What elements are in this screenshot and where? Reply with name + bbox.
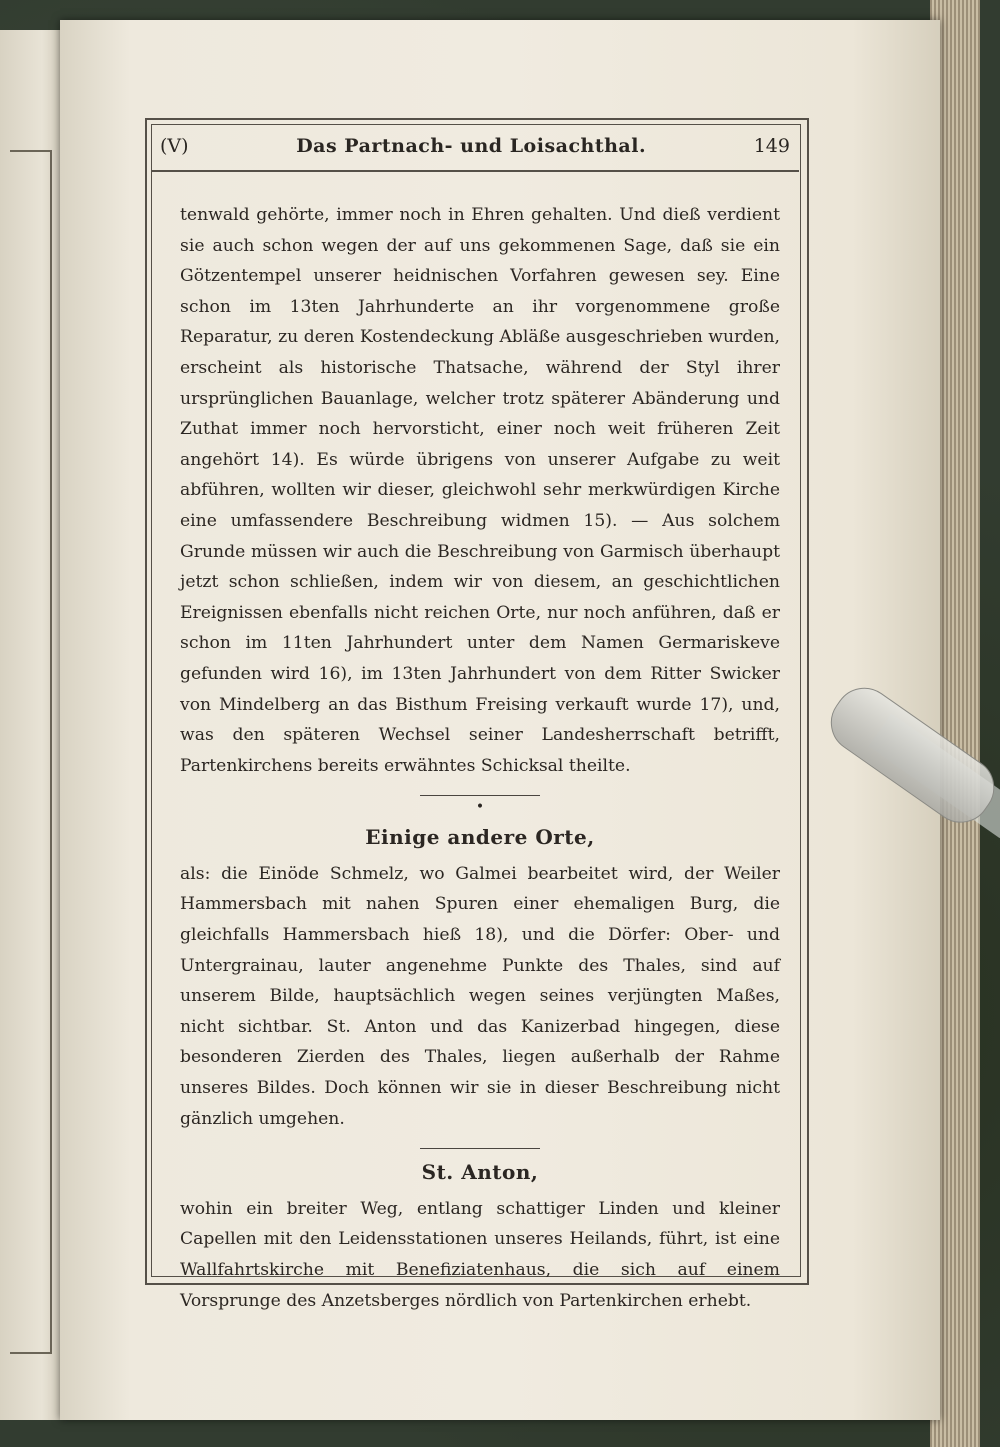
page-body [180,200,780,1311]
paragraph-garmisch: tenwald gehörte, immer noch in Ehren gehalten. Und dieß verdient sie auch schon wegen der auf uns gekommenen Sage, daß sie ein Götzentempel unserer heidnischen Vorfahren gewesen sey. Eine schon im 13ten Jahrhunderte an ihr vorgenommene große Reparatur, zu deren Kostendeckung Abläße ausgeschrieben wurden, erscheint als historische Thatsache, während der Styl ihrer ursprünglichen Bauanlage, welcher trotz späterer Abänderung und Zuthat immer noch hervorsticht, einer noch weit früheren Zeit angehört 14). Es würde übrigens von unserer Aufgabe zu weit abführen, wollten wir dieser, gleichwohl sehr merkwürdigen Kirche eine umfassendere Beschreibung widmen 15). — Aus solchem Grunde müssen wir auch die Beschreibung von Garmisch überhaupt jetzt schon schließen, indem wir von diesem, an geschichtlichen Ereignissen ebenfalls nicht reichen Orte, nur noch anführen, daß er schon im 11ten Jahrhundert unter dem Namen Germariskeve gefunden wird 16), im 13ten Jahrhundert von dem Ritter Swicker von Mindelberg an das Bisthum Freising verkauft wurde 17), und, was den späteren Wechsel seiner Landesherrschaft betrifft, Partenkirchens bereits erwähntes Schicksal theilte. [180,205,780,776]
section-divider-2 [420,1148,540,1149]
section-heading-st-anton: St. Anton, [421,1160,539,1185]
previous-page-frame [10,150,52,1354]
section-divider [420,795,540,796]
running-header [160,128,790,164]
running-title: Das Partnach- und Loisachthal. [296,135,647,157]
paragraph-st-anton: wohin ein breiter Weg, entlang schattiger Linden und kleiner Capellen mit den Leidensstationen unseres Heilands, führt, ist eine Wallfahrtskirche mit Benefiziatenhaus, die sich auf einem Vorsprunge des Anzetsberges nördlich von Partenkirchen erhebt. [180,1198,780,1311]
header-rule [151,170,799,172]
divider-dot: • [475,799,485,816]
section-heading-orte: Einige andere Orte, [365,825,595,850]
section-marker: (V) [160,135,189,157]
page-number: 149 [753,135,790,157]
paragraph-orte: als: die Einöde Schmelz, wo Galmei bearbeitet wird, der Weiler Hammersbach mit nahen Spuren einer ehemaligen Burg, die gleichfalls Hammersbach hieß 18), und die Dörfer: Ober- und Untergrainau, lauter angenehme Punkte des Thales, sind auf unserem Bilde, hauptsächlich wegen seines verjüngten Maßes, nicht sichtbar. St. Anton und das Kanizerbad hingegen, diese besonderen Zierden des Thales, liegen außerhalb der Rahme unseres Bildes. Doch können wir sie in dieser Beschreibung nicht gänzlich umgehen. [180,863,780,1129]
